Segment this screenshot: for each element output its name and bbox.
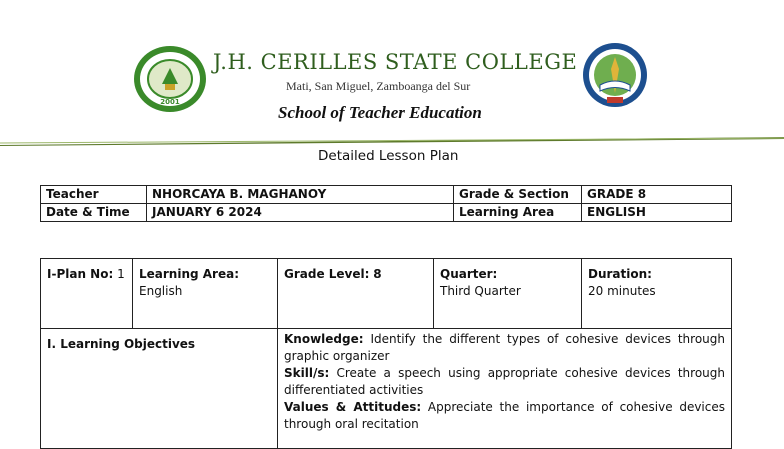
header-divider [0,136,784,146]
objectives-row [41,329,732,449]
learning-area-value: ENGLISH [582,204,732,222]
college-name: J.H. CERILLES STATE COLLEGE [213,50,578,74]
skills-text: Create a speech using appropriate cohesive devices through differentiated activities [284,366,725,397]
teacher-label: Teacher [41,186,147,204]
objective-values [284,399,725,433]
lesson-plan-table [40,258,732,449]
values-text: Appreciate the importance of cohesive devices through oral recitation [284,400,725,431]
duration-value: 20 minutes [588,284,656,298]
grade-section-value: GRADE 8 [582,186,732,204]
teacher-value: NHORCAYA B. MAGHANOY [147,186,454,204]
knowledge-label: Knowledge: [284,332,364,346]
info-row-date [41,204,732,222]
values-label: Values & Attitudes: [284,400,422,414]
objective-skills [284,365,725,399]
plan-no-cell [41,259,133,329]
plan-no-value: 1 [117,267,125,281]
knowledge-text: Identify the different types of cohesive devices through graphic organizer [284,332,725,363]
plan-no-label: I-Plan No: [47,267,114,281]
svg-text:2001: 2001 [160,98,180,106]
lesson-info-table [40,185,732,222]
document-title: Detailed Lesson Plan [318,148,459,164]
plan-header-row [41,259,732,329]
objectives-heading-cell [41,329,278,449]
quarter-cell [434,259,582,329]
objectives-content-cell [278,329,732,449]
plan-learning-area-label: Learning Area: [139,267,240,281]
grade-level-cell [278,259,434,329]
objectives-heading: I. Learning Objectives [47,337,196,351]
duration-label: Duration: [588,267,652,281]
grade-section-label: Grade & Section [454,186,582,204]
teacher-education-seal-logo [582,41,648,109]
date-value: JANUARY 6 2024 [147,204,454,222]
quarter-value: Third Quarter [440,284,521,298]
grade-level-value: 8 [373,267,382,281]
learning-area-label: Learning Area [454,204,582,222]
duration-cell [582,259,732,329]
grade-level-label: Grade Level: [284,267,370,281]
college-seal-logo [132,44,208,114]
plan-learning-area-value: English [139,284,183,298]
objective-knowledge [284,331,725,365]
info-row-teacher [41,186,732,204]
skills-label: Skill/s: [284,366,330,380]
plan-learning-area-cell [133,259,278,329]
date-label: Date & Time [41,204,147,222]
school-name: School of Teacher Education [278,103,482,122]
quarter-label: Quarter: [440,267,498,281]
college-address: Mati, San Miguel, Zamboanga del Sur [286,79,471,93]
